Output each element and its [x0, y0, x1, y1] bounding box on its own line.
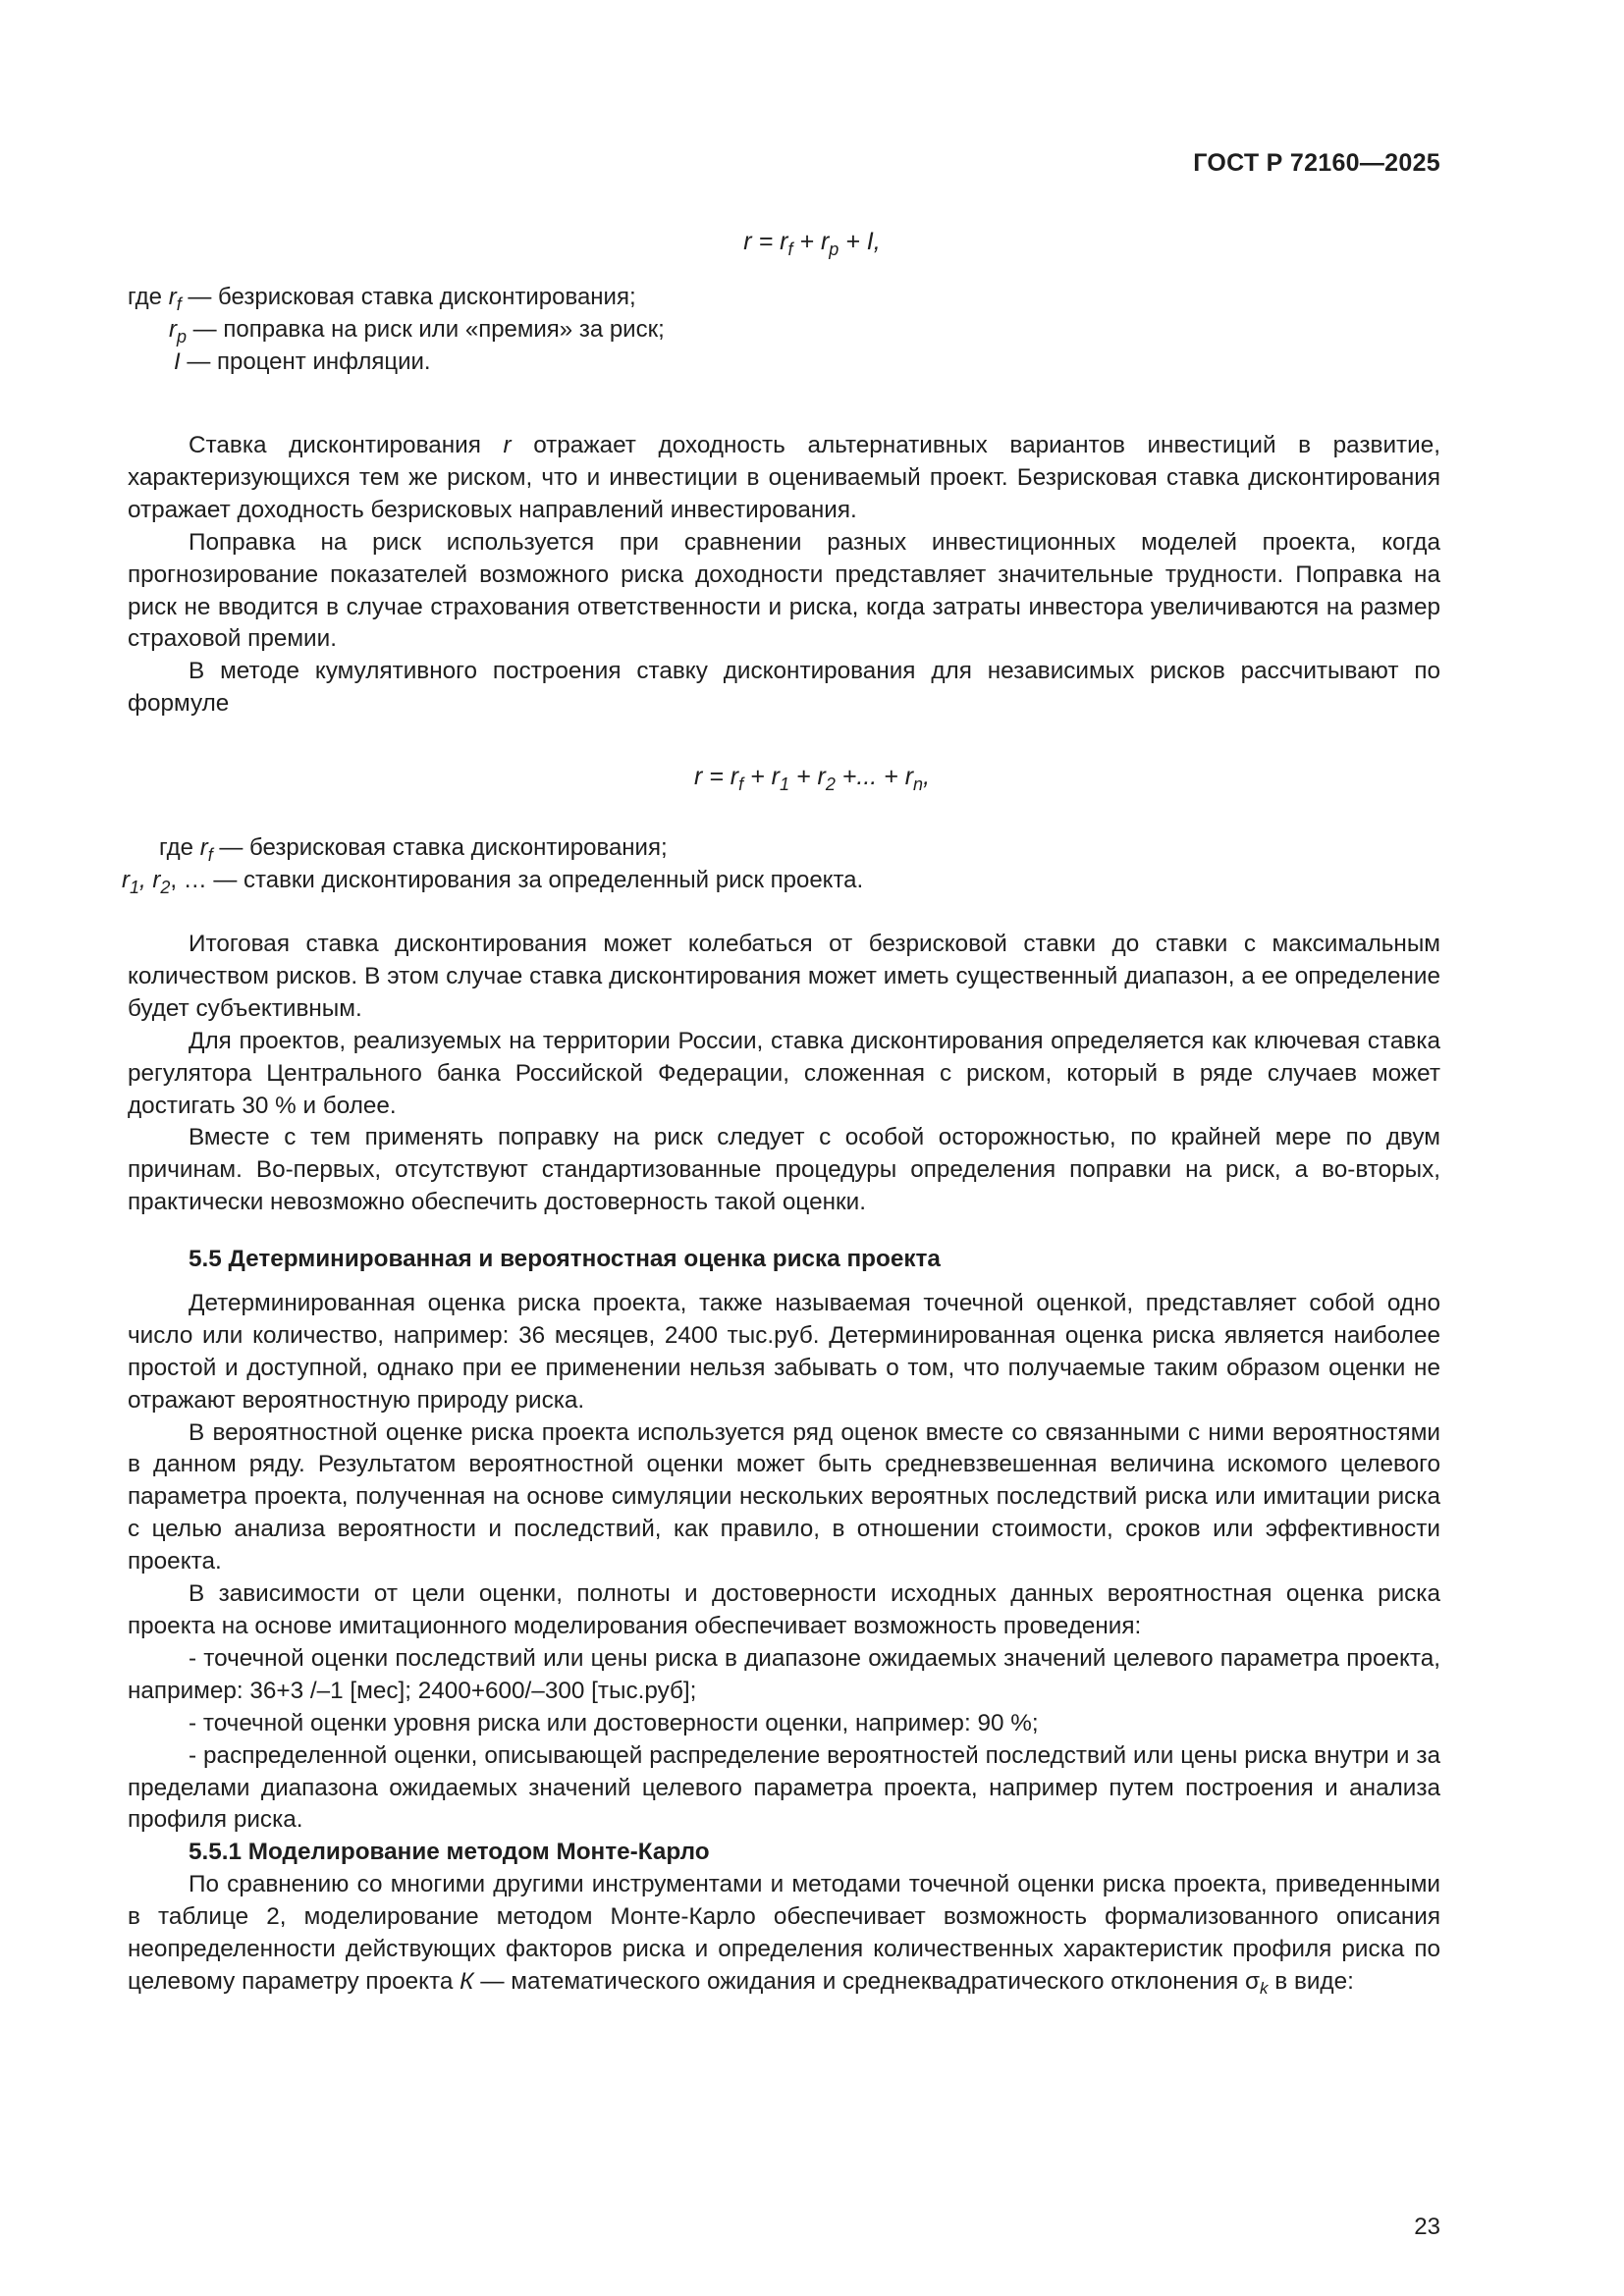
paragraph: В методе кумулятивного построения ставку дисконтирования для независимых рисков рассчитывают по формуле	[128, 658, 1440, 718]
formula-cumulative-rate: $r = r_f + r_1 + r_2$ +... + $r_n$,	[693, 763, 931, 794]
paragraph: По сравнению со многими другими инструментами и методами точечной оценки риска проекта, приведенными в таблице 2, моделирование методом Монте-Карло обеспечивает возможность формализованного описания неопределенности действующих факторов риска и определения количественных характеристик профиля риска по целевому параметру проекта К — математического ожидания и среднеквадратического отклонения $\sigma_k$ в виде:	[128, 1871, 1440, 1998]
paragraph: В зависимости от цели оценки, полноты и достоверности исходных данных вероятностная оценка риска проекта на основе имитационного моделирования обеспечивает возможность проведения:	[128, 1580, 1440, 1639]
paragraph: Для проектов, реализуемых на территории России, ставка дисконтирования определяется как ключевая ставка регулятора Центрального банка Российской Федерации, сложенная с риском, который в ряде случаев может достигать 30 % и более.	[128, 1027, 1440, 1119]
paragraph: Поправка на риск используется при сравнении разных инвестиционных моделей проекта, когда прогнозирование показателей возможного риска доходности представляет значительные трудности. Поправка на риск не вводится в случае страхования ответственности и риска, когда затраты инвестора увеличиваются на размер страховой премии.	[128, 528, 1440, 653]
standard-header: ГОСТ Р 72160—2025	[1193, 149, 1440, 177]
paragraph: В вероятностной оценке риска проекта используется ряд оценок вместе со связанными с ними вероятностями в данном ряду. Результатом вероятностной оценки может быть средневзвешенная величина искомого целевого параметра проекта, полученная на основе симуляции нескольких вероятных последствий риска или имитации риска с целью анализа вероятности и последствий, как правило, в отношении стоимости, сроков или эффективности проекта.	[128, 1418, 1440, 1575]
paragraph: Ставка дисконтирования r отражает доходность альтернативных вариантов инвестиций в развитие, характеризующихся тем же риском, что и инвестиции в оцениваемый проект. Безрисковая ставка дисконтирования отражает доходность безрисковых направлений инвестирования.	[128, 432, 1440, 523]
subsection-heading: 5.5.1 Моделирование методом Монте-Карло	[189, 1839, 710, 1866]
legend-item-i: I — процент инфляции.	[174, 348, 431, 375]
list-item: - точечной оценки уровня риска или достоверности оценки, например: 90 %;	[189, 1709, 1039, 1736]
section-5-5	[128, 1244, 1440, 2005]
legend-item-rf: где $r_f$ — безрисковая ставка дисконтирования;	[128, 284, 636, 314]
paragraph-block-2	[128, 929, 1440, 1219]
legend-item-r1-r2: $r_1$, $r_2$, … — ставки дисконтирования за определенный риск проекта.	[122, 867, 864, 897]
paragraph: Итоговая ставка дисконтирования может колебаться от безрисковой ставки до ставки с максимальным количеством рисков. В этом случае ставка дисконтирования может иметь существенный диапазон, а ее определение будет субъективным.	[128, 931, 1440, 1022]
legend-item-rp: $r_p$ — поправка на риск или «премия» за риск;	[169, 316, 665, 347]
page-number: 23	[1414, 2214, 1440, 2240]
list-item: - распределенной оценки, описывающей распределение вероятностей последствий или цены риска внутри и за пределами диапазона ожидаемых значений целевого параметра проекта, например путем построения и анализа профиля риска.	[128, 1741, 1440, 1834]
section-heading: 5.5 Детерминированная и вероятностная оценка риска проекта	[189, 1246, 941, 1272]
legend-item-rf-2: где $r_f$ — безрисковая ставка дисконтирования;	[159, 834, 668, 865]
list-item: - точечной оценки последствий или цены риска в диапазоне ожидаемых значений целевого параметра проекта, например: 36+3 /–1 [мес]; 2400+600/–300 [тыс.руб];	[128, 1644, 1440, 1704]
paragraph-block-1	[128, 430, 1440, 721]
formula-discount-rate: $r = r_f + r_p + I$,	[743, 228, 881, 259]
paragraph: Детерминированная оценка риска проекта, также называемая точечной оценкой, представляет собой одно число или количество, например: 36 месяцев, 2400 тыс.руб. Детерминированная оценка риска является наиболее простой и доступной, однако при ее применении нельзя забывать о том, что получаемые таким образом оценки не отражают вероятностную природу риска.	[128, 1289, 1440, 1414]
paragraph: Вместе с тем применять поправку на риск следует с особой осторожностью, по крайней мере по двум причинам. Во-первых, отсутствуют стандартизованные процедуры определения поправки на риск, а во-вторых, практически невозможно обеспечить достоверность такой оценки.	[128, 1124, 1440, 1216]
